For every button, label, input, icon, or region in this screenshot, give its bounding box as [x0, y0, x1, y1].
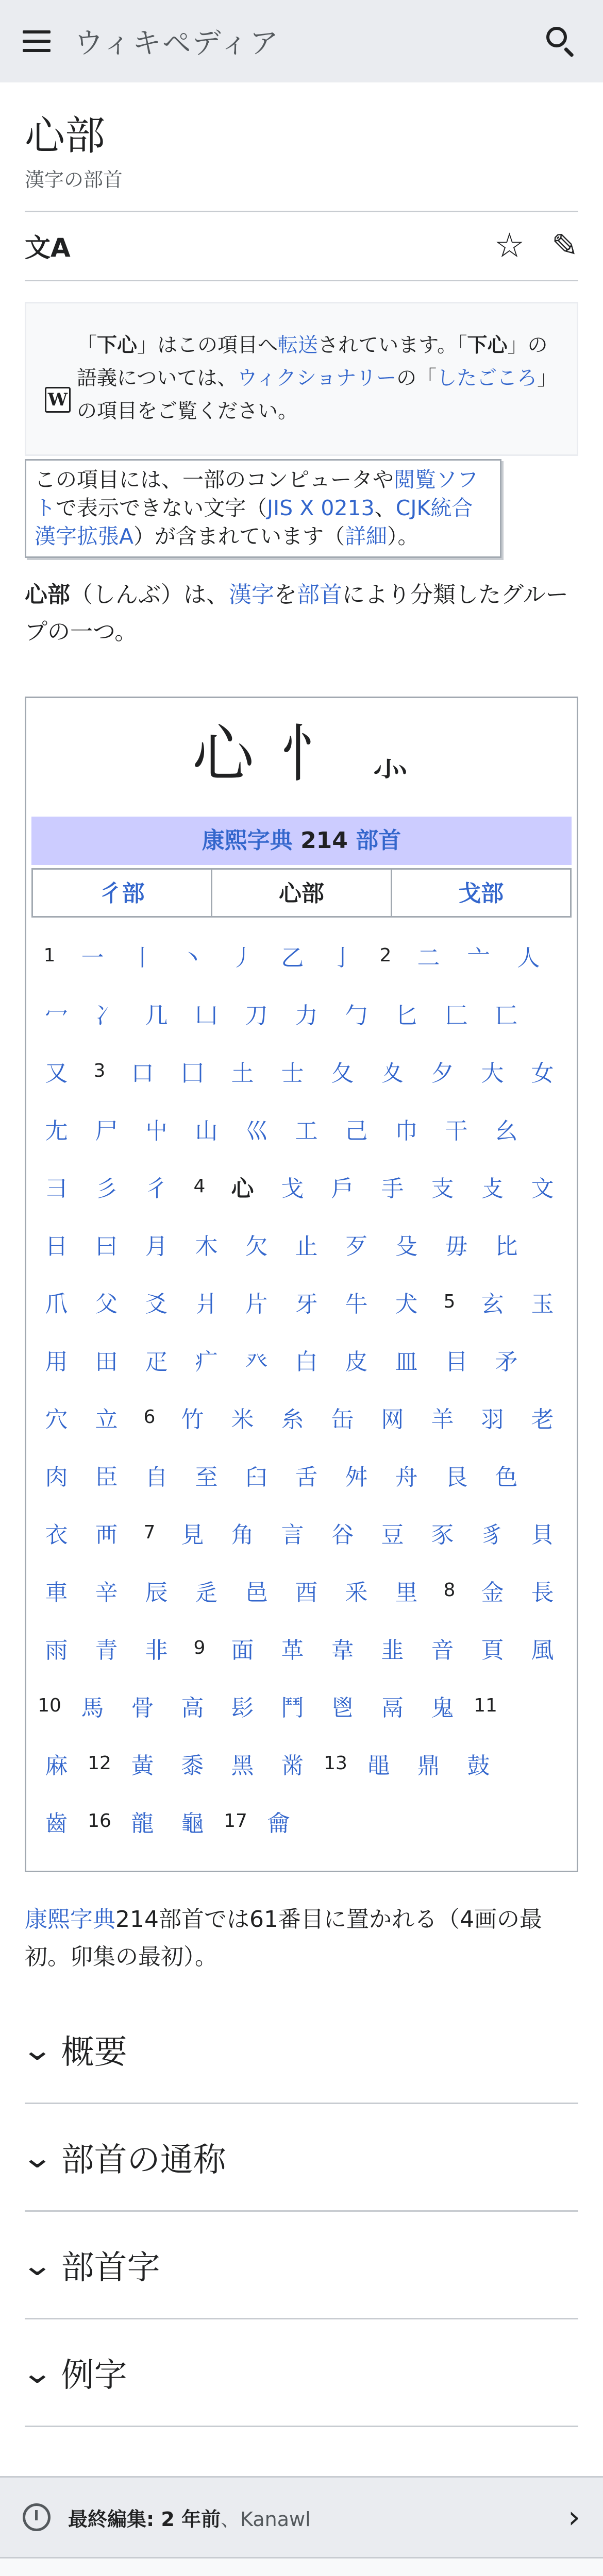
radical-link[interactable]: 羊	[431, 1406, 454, 1433]
radical-link[interactable]: 口	[131, 1060, 154, 1087]
radical-link[interactable]: 谷	[331, 1521, 354, 1548]
radical-link[interactable]: 玄	[481, 1291, 504, 1317]
radical-link[interactable]: 龜	[181, 1810, 204, 1837]
radical-link[interactable]: 牙	[295, 1291, 318, 1317]
radical-link[interactable]: 匕	[395, 1002, 418, 1029]
radical-link[interactable]: 角	[231, 1521, 254, 1548]
radical-link[interactable]: 木	[195, 1233, 218, 1260]
radical-link[interactable]: 辛	[95, 1579, 118, 1606]
radical-link[interactable]: 肉	[45, 1464, 68, 1490]
hatnote	[25, 302, 578, 456]
radical-link[interactable]: 彳	[145, 1175, 168, 1202]
radical-link[interactable]: 人	[517, 944, 540, 971]
search-icon[interactable]	[539, 21, 580, 62]
radical-link[interactable]: 巾	[395, 1117, 418, 1144]
stroke-count-label: 5	[443, 1291, 456, 1313]
bushu-link[interactable]: 部首	[297, 581, 342, 608]
radical-link[interactable]: 自	[145, 1464, 168, 1490]
radical-link[interactable]: 欠	[245, 1233, 268, 1260]
radical-link[interactable]: 羽	[481, 1406, 504, 1433]
radical-link[interactable]: 車	[45, 1579, 68, 1606]
page-subtitle: 漢字の部首	[25, 168, 123, 191]
radical-link[interactable]: 毋	[445, 1233, 468, 1260]
radical-link[interactable]: 月	[145, 1233, 168, 1260]
radical-nav-row	[31, 868, 572, 918]
radical-link[interactable]: 丨	[131, 944, 154, 971]
radical-link[interactable]: 革	[281, 1637, 304, 1664]
radical-link[interactable]: 龠	[267, 1810, 290, 1837]
chevron-down-icon: ⌄	[21, 2247, 54, 2283]
radical-grid-row	[31, 1446, 572, 1504]
radical-link[interactable]: 止	[295, 1233, 318, 1260]
radical-grid-row	[31, 1504, 572, 1562]
stroke-count-label: 11	[474, 1695, 497, 1717]
radical-link[interactable]: 色	[495, 1464, 518, 1490]
radical-link[interactable]: 雨	[45, 1637, 68, 1664]
stroke-count-label: 17	[224, 1810, 247, 1832]
stroke-count-label: 9	[193, 1637, 206, 1659]
stroke-count-label: 13	[324, 1753, 347, 1774]
radical-link[interactable]: 网	[381, 1406, 404, 1433]
kanji-link[interactable]: 漢字	[229, 581, 274, 608]
radical-link[interactable]: 夂	[331, 1060, 354, 1087]
radical-link[interactable]: 舛	[345, 1464, 368, 1490]
kangxi-position-paragraph: 康熙字典214部首では61番目に置かれる（4画の最初。卯集の最初）。	[25, 1906, 542, 1970]
radical-grid-row	[31, 1100, 572, 1158]
radical-grid-row	[31, 985, 572, 1042]
radical-link[interactable]: 彐	[45, 1175, 68, 1202]
radical-link[interactable]: 龍	[131, 1810, 154, 1837]
radical-link[interactable]: 殳	[395, 1233, 418, 1260]
radical-link[interactable]: 韋	[331, 1637, 354, 1664]
radical-link[interactable]: 鬲	[381, 1694, 404, 1721]
radical-link[interactable]: 冖	[45, 1002, 68, 1029]
page-actions	[25, 212, 578, 281]
radical-link[interactable]: 鬯	[331, 1694, 354, 1721]
last-edited-bar[interactable]	[0, 2476, 603, 2558]
radical-link[interactable]: 邑	[245, 1579, 268, 1606]
radical-link[interactable]: 馬	[81, 1694, 104, 1721]
radical-link[interactable]: 艮	[445, 1464, 468, 1490]
radical-link[interactable]: 歹	[345, 1233, 368, 1260]
chevron-down-icon: ⌄	[21, 2140, 54, 2175]
language-icon[interactable]: 文A	[25, 233, 71, 263]
navbox-header: 康熙字典 214 部首	[31, 817, 572, 865]
clock-icon	[23, 2503, 51, 2531]
radical-link[interactable]: 大	[481, 1060, 504, 1087]
wiktionary-icon: W	[45, 387, 71, 413]
radical-link[interactable]: 衣	[45, 1521, 68, 1548]
radical-grid-row	[31, 1677, 572, 1735]
radical-link[interactable]: 彡	[95, 1175, 118, 1202]
radical-grid-row	[31, 1158, 572, 1215]
radical-link[interactable]: 士	[281, 1060, 304, 1087]
radical-link[interactable]: 尸	[95, 1117, 118, 1144]
hatnote-text: 「下心」はこの項目へ転送されています。「下心」の語義については、ウィクショナリーの「したごころ」の項目をご覧ください。	[77, 333, 558, 423]
radical-link[interactable]: 臣	[95, 1464, 118, 1490]
radical-link[interactable]: 骨	[131, 1694, 154, 1721]
radical-link[interactable]: 辰	[145, 1579, 168, 1606]
stroke-count-label: 6	[143, 1406, 156, 1428]
radical-link[interactable]: 竹	[181, 1406, 204, 1433]
stroke-count-label: 4	[193, 1176, 206, 1197]
prev-radical-link[interactable]: 彳部	[31, 868, 212, 918]
radical-link[interactable]: 文	[531, 1175, 554, 1202]
radical-link[interactable]: 又	[45, 1060, 68, 1087]
section-overview[interactable]: ⌄ 概要	[25, 1996, 578, 2104]
radical-link[interactable]: 釆	[345, 1579, 368, 1606]
radical-link[interactable]: 攴	[481, 1175, 504, 1202]
radical-link[interactable]: 鼓	[467, 1752, 490, 1779]
radical-link[interactable]: 青	[95, 1637, 118, 1664]
radical-link[interactable]: 襾	[95, 1521, 118, 1548]
radical-glyph: ⺗	[370, 737, 411, 785]
radical-glyph: 心	[192, 718, 254, 790]
radical-link[interactable]: 至	[195, 1464, 218, 1490]
radical-link[interactable]: 風	[531, 1637, 554, 1664]
radical-link[interactable]: 白	[295, 1348, 318, 1375]
radicals-link[interactable]: 部首	[356, 827, 401, 854]
radical-link[interactable]: 犬	[395, 1291, 418, 1317]
radical-link[interactable]: 冫	[95, 1002, 118, 1029]
chevron-right-icon: ›	[568, 2499, 580, 2536]
radical-link[interactable]: 匸	[495, 1002, 518, 1029]
radical-link[interactable]: 音	[431, 1637, 454, 1664]
radical-grid-row	[31, 1273, 572, 1331]
radical-grid-row	[31, 1562, 572, 1619]
radical-link[interactable]: 匚	[445, 1002, 468, 1029]
radical-link[interactable]: 矛	[495, 1348, 518, 1375]
character-notice-box: この項目には、一部のコンピュータや閲覧ソフトで表示できない文字（JIS X 0213、CJK統合漢字拡張A）が含まれています（詳細）。	[25, 459, 501, 558]
radical-link[interactable]: 辵	[195, 1579, 218, 1606]
site-header	[0, 0, 603, 82]
radical-grid-row	[31, 1619, 572, 1677]
radical-link[interactable]: 比	[495, 1233, 518, 1260]
radical-link[interactable]: 女	[531, 1060, 554, 1087]
radical-link[interactable]: 目	[445, 1348, 468, 1375]
browser-software-link[interactable]: 閲覧ソフト	[35, 467, 478, 521]
radical-link[interactable]: 屮	[145, 1117, 168, 1144]
radical-link[interactable]: 手	[381, 1175, 404, 1202]
shitagokoro-link[interactable]: したごころ	[437, 367, 538, 391]
radical-glyphs	[31, 714, 572, 817]
radical-link[interactable]: 爻	[145, 1291, 168, 1317]
radical-link[interactable]: 臼	[245, 1464, 268, 1490]
kangxi-link[interactable]: 康熙字典	[202, 827, 293, 854]
radical-grid	[31, 927, 572, 1850]
radical-link[interactable]: 見	[181, 1521, 204, 1548]
radical-link[interactable]: 齒	[45, 1810, 68, 1837]
radical-link[interactable]: 己	[345, 1117, 368, 1144]
radical-link[interactable]: 囗	[181, 1060, 204, 1087]
radical-link[interactable]: 舟	[395, 1464, 418, 1490]
stroke-count-label: 7	[143, 1522, 156, 1544]
radical-link[interactable]: 言	[281, 1521, 304, 1548]
radical-link[interactable]: 夕	[431, 1060, 454, 1087]
radical-link[interactable]: 日	[45, 1233, 68, 1260]
page-title: 心部	[25, 113, 106, 159]
radical-link[interactable]: 工	[295, 1117, 318, 1144]
radical-link[interactable]: 几	[145, 1002, 168, 1029]
section-common-names[interactable]: ⌄ 部首の通称	[25, 2104, 578, 2212]
radical-link[interactable]: 牛	[345, 1291, 368, 1317]
radical-link[interactable]: 癶	[245, 1348, 268, 1375]
radical-link[interactable]: 疋	[145, 1348, 168, 1375]
next-radical-link[interactable]: 戈部	[392, 868, 572, 918]
radical-link[interactable]: 用	[45, 1348, 68, 1375]
radical-link[interactable]: 亠	[467, 944, 490, 971]
redirect-link[interactable]: 転送	[278, 333, 319, 357]
wiktionary-link[interactable]: ウィクショナリー	[237, 367, 397, 391]
radical-link[interactable]: 髟	[231, 1694, 254, 1721]
radical-link[interactable]: 夊	[381, 1060, 404, 1087]
menu-icon[interactable]	[23, 23, 59, 59]
current-radical: 心部	[212, 868, 392, 918]
radical-link[interactable]: 豕	[431, 1521, 454, 1548]
radical-link[interactable]: 鬥	[281, 1694, 304, 1721]
radical-grid-row	[31, 1215, 572, 1273]
stroke-count-label: 1	[43, 945, 56, 967]
radical-link[interactable]: 丿	[231, 944, 254, 971]
jis-x-0213-link[interactable]: JIS X 0213	[267, 496, 375, 521]
radical-link[interactable]: 黹	[281, 1752, 304, 1779]
stroke-count-label: 8	[443, 1580, 456, 1601]
radical-link[interactable]: 黑	[231, 1752, 254, 1779]
chevron-down-icon: ⌄	[21, 2355, 54, 2391]
stroke-count-label: 12	[88, 1753, 111, 1774]
radical-glyph: 忄	[281, 718, 343, 790]
radical-link[interactable]: 黍	[181, 1752, 204, 1779]
radical-link[interactable]: 老	[531, 1406, 554, 1433]
radical-link[interactable]: 干	[445, 1117, 468, 1144]
radical-link[interactable]: 戶	[331, 1175, 354, 1202]
radical-link[interactable]: 豆	[381, 1521, 404, 1548]
stroke-count-label: 3	[93, 1060, 106, 1082]
radical-link[interactable]: 舌	[295, 1464, 318, 1490]
radical-link[interactable]: 非	[145, 1637, 168, 1664]
radical-link[interactable]: 里	[395, 1579, 418, 1606]
radical-link[interactable]: 刀	[245, 1002, 268, 1029]
radical-link[interactable]: 爿	[195, 1291, 218, 1317]
radical-link[interactable]: 土	[231, 1060, 254, 1087]
radical-link[interactable]: 疒	[195, 1348, 218, 1375]
radical-link[interactable]: 豸	[481, 1521, 504, 1548]
details-link[interactable]: 詳細	[345, 524, 388, 549]
radical-link[interactable]: 黃	[131, 1752, 154, 1779]
edit-pencil-icon[interactable]: ✎	[551, 227, 578, 265]
radical-link[interactable]: 麻	[45, 1752, 68, 1779]
radical-link[interactable]: 田	[95, 1348, 118, 1375]
radical-link[interactable]: 二	[417, 944, 440, 971]
radical-link[interactable]: 片	[245, 1291, 268, 1317]
kangxi-dictionary-link[interactable]: 康熙字典	[25, 1906, 115, 1933]
radical-link[interactable]: 父	[95, 1291, 118, 1317]
radical-link[interactable]: 玉	[531, 1291, 554, 1317]
last-edited-text: 最終編集: 2 年前、Kanawl	[68, 2507, 311, 2531]
radical-link[interactable]: 糸	[281, 1406, 304, 1433]
lead-paragraph: 心部（しんぶ）は、漢字を部首により分類したグループの一つ。	[25, 581, 568, 646]
stroke-count-label: 2	[379, 945, 392, 967]
radical-link[interactable]: 高	[181, 1694, 204, 1721]
radical-link[interactable]: 金	[481, 1579, 504, 1606]
radical-link[interactable]: 亅	[331, 944, 354, 971]
radical-link[interactable]: 力	[295, 1002, 318, 1029]
radical-link[interactable]: 韭	[381, 1637, 404, 1664]
radical-link[interactable]: 貝	[531, 1521, 554, 1548]
radical-link[interactable]: 丶	[181, 944, 204, 971]
stroke-count-label: 10	[38, 1695, 61, 1717]
radical-link[interactable]: 面	[231, 1637, 254, 1664]
footer-spacer	[0, 2558, 603, 2576]
radical-link[interactable]: 戈	[281, 1175, 304, 1202]
radical-grid-row	[31, 1331, 572, 1388]
radical-navbox	[25, 697, 578, 1872]
radical-link[interactable]: 巛	[245, 1117, 268, 1144]
radical-link: 心	[231, 1175, 254, 1202]
radical-link[interactable]: 頁	[481, 1637, 504, 1664]
radical-link[interactable]: 乙	[281, 944, 304, 971]
section-radical-chars[interactable]: ⌄ 部首字	[25, 2212, 578, 2319]
radical-link[interactable]: 穴	[45, 1406, 68, 1433]
radical-link[interactable]: 爪	[45, 1291, 68, 1317]
radical-link[interactable]: 酉	[295, 1579, 318, 1606]
radical-link[interactable]: 支	[431, 1175, 454, 1202]
radical-link[interactable]: 長	[531, 1579, 554, 1606]
radical-link[interactable]: 米	[231, 1406, 254, 1433]
sections	[21, 1996, 578, 2427]
radical-link[interactable]: 皮	[345, 1348, 368, 1375]
radical-link[interactable]: 一	[81, 944, 104, 971]
site-wordmark[interactable]: ウィキペディア	[74, 27, 280, 60]
radical-grid-row	[31, 1792, 572, 1850]
radical-link[interactable]: 皿	[395, 1348, 418, 1375]
stroke-count-label: 16	[88, 1810, 111, 1832]
radical-link[interactable]: 黽	[367, 1752, 390, 1779]
radical-grid-row	[31, 1735, 572, 1792]
radical-link[interactable]: 幺	[495, 1117, 518, 1144]
radical-link[interactable]: 曰	[95, 1233, 118, 1260]
radical-link[interactable]: 鼎	[417, 1752, 440, 1779]
watch-star-icon[interactable]: ☆	[494, 226, 525, 266]
radical-link[interactable]: 尢	[45, 1117, 68, 1144]
radical-link[interactable]: 缶	[331, 1406, 354, 1433]
radical-link[interactable]: 凵	[195, 1002, 218, 1029]
radical-link[interactable]: 山	[195, 1117, 218, 1144]
chevron-down-icon: ⌄	[21, 2032, 54, 2067]
radical-grid-row	[31, 927, 572, 985]
cjk-extension-a-link[interactable]: CJK統合漢字拡張A	[35, 496, 473, 549]
radical-grid-row	[31, 1042, 572, 1100]
section-examples[interactable]: ⌄ 例字	[25, 2319, 578, 2427]
radical-link[interactable]: 鬼	[431, 1694, 454, 1721]
radical-link[interactable]: 勹	[345, 1002, 368, 1029]
radical-link[interactable]: 立	[95, 1406, 118, 1433]
radical-grid-row	[31, 1388, 572, 1446]
page-content	[0, 113, 603, 2427]
